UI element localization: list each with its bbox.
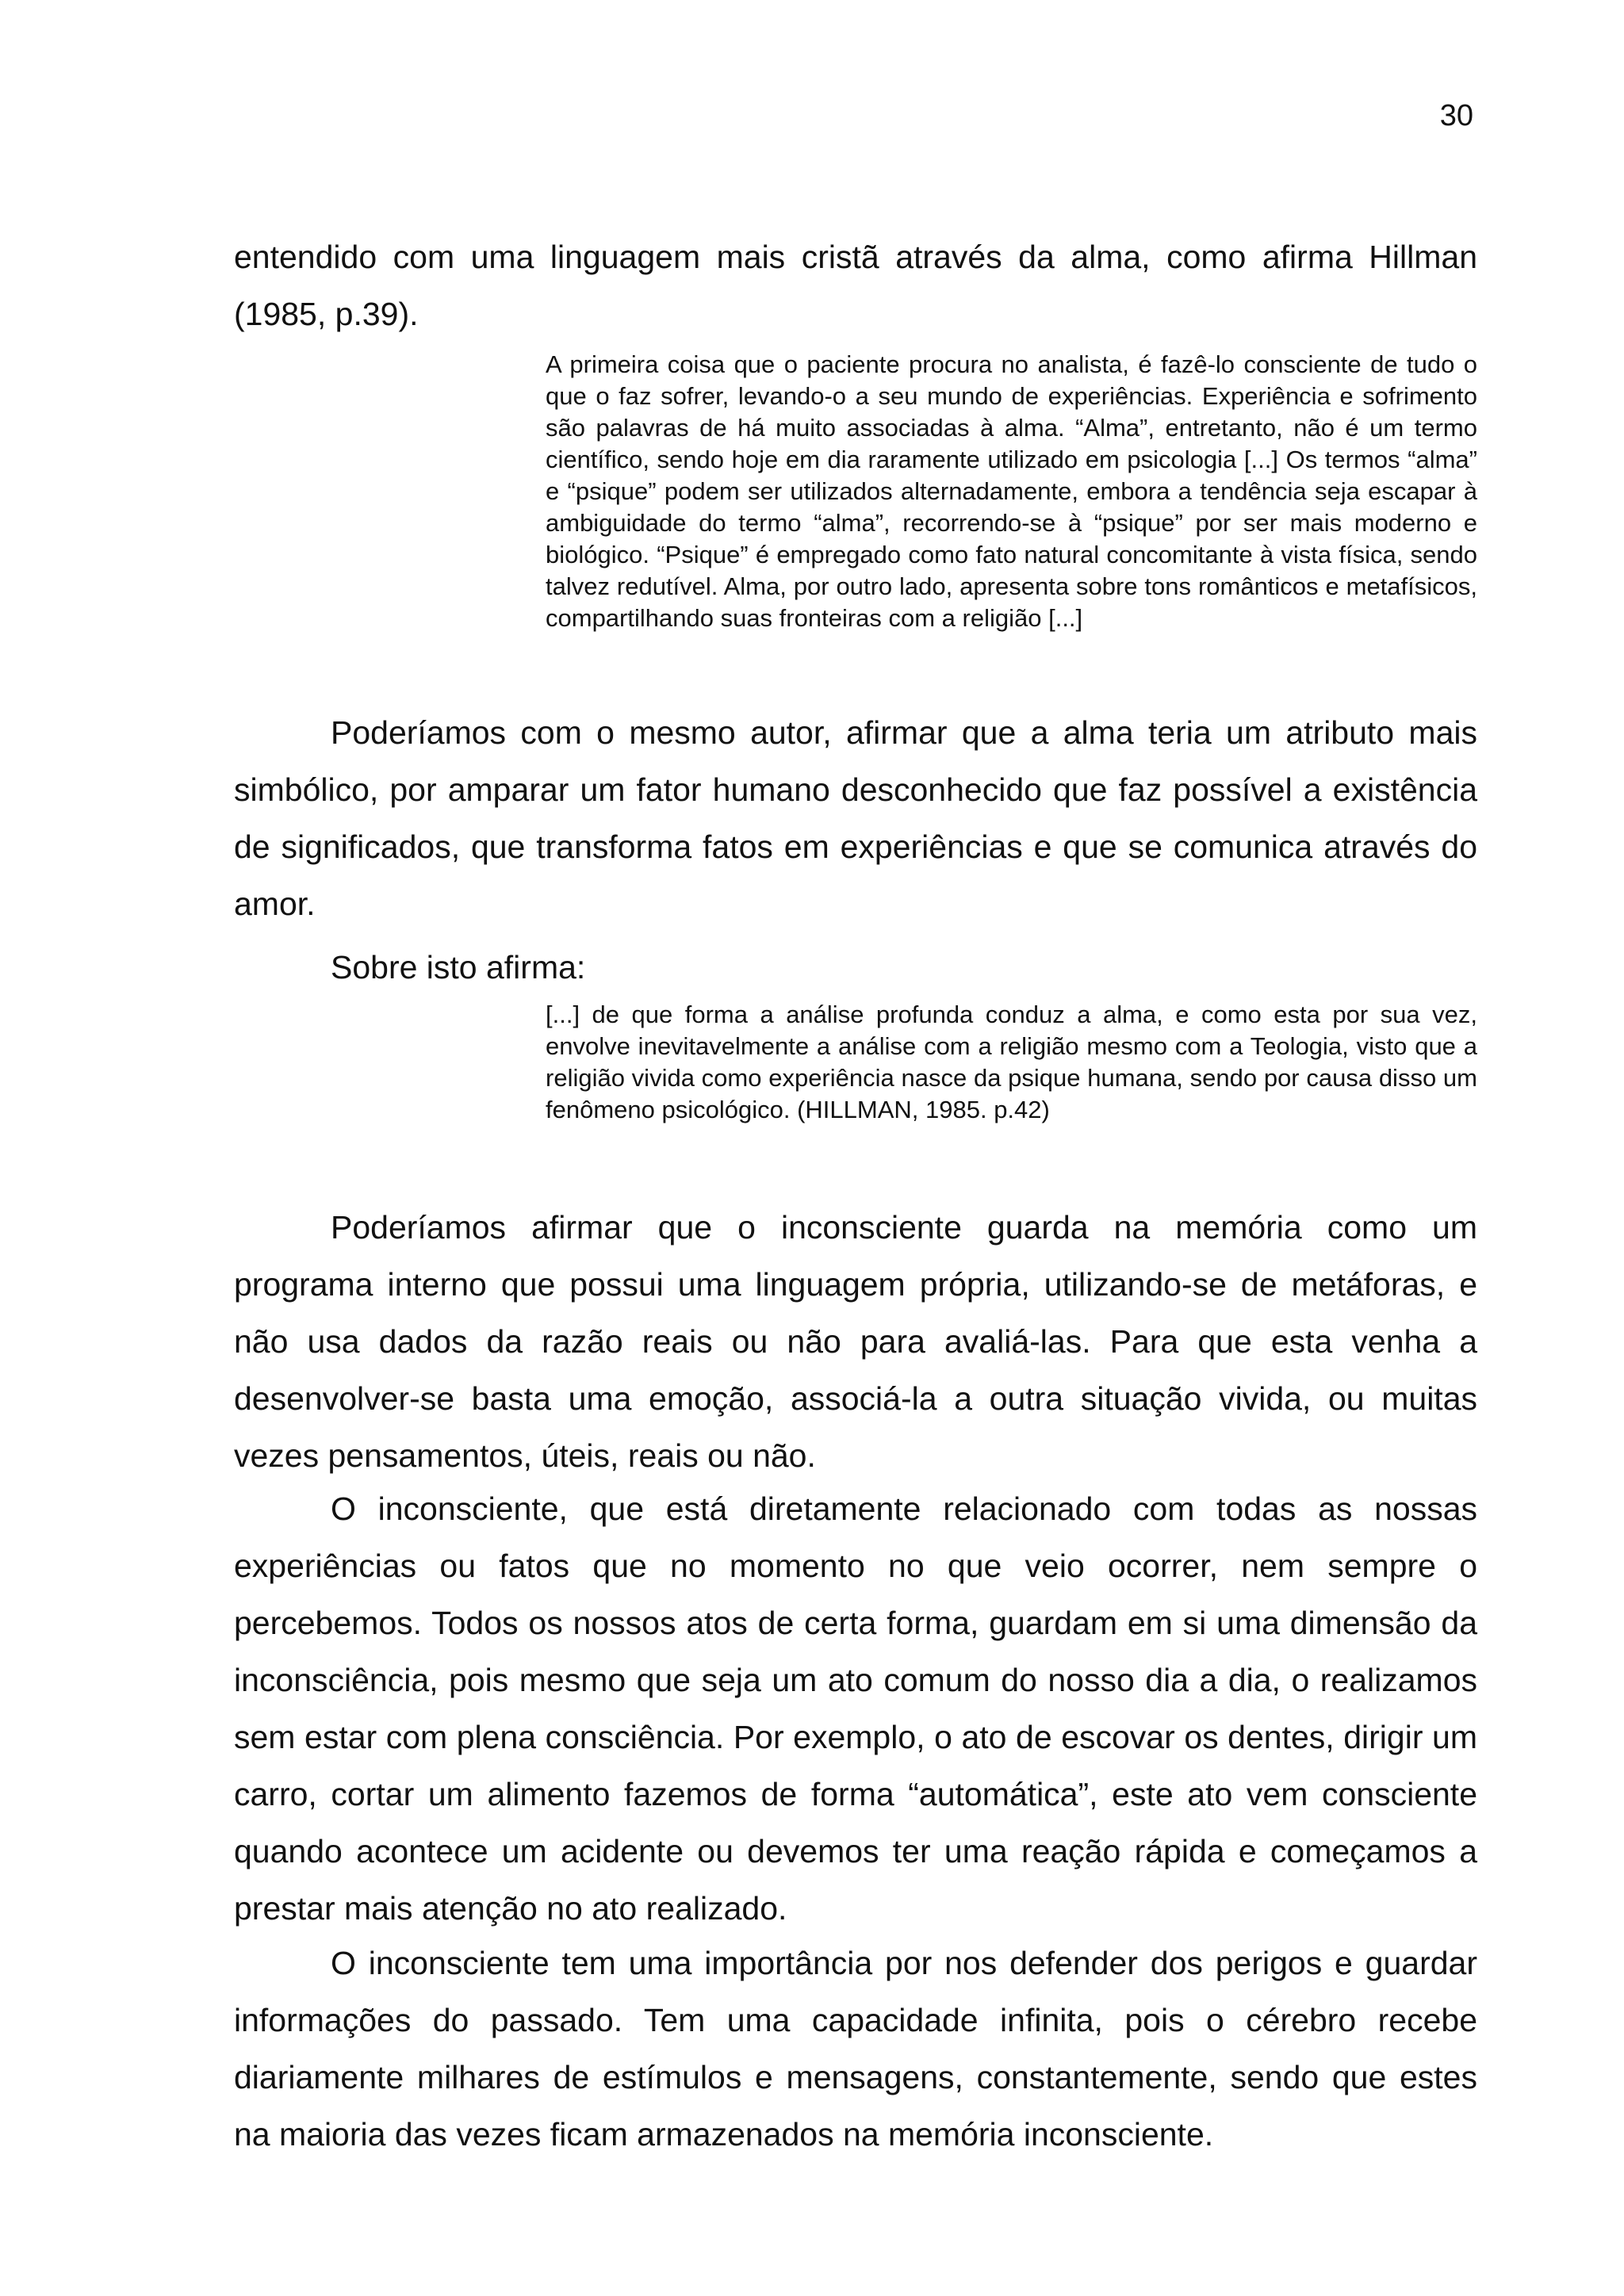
page-number: 30: [1439, 99, 1473, 132]
paragraph-5: O inconsciente tem uma importância por nos defender dos perigos e guardar informações do passado. Tem uma capacidade infinita, pois o cérebro recebe diariamente milhares de estímulos e mensagens, constantemente, sendo que estes na maioria das vezes ficam armazenados na memória inconsciente.: [234, 1945, 1477, 2152]
paragraph-1: Poderíamos com o mesmo autor, afirmar que a alma teria um atributo mais simbólico, por amparar um fator humano desconhecido que faz possível a existência de significados, que transforma fatos em experiências e que se comunica através do amor.: [234, 714, 1477, 922]
paragraph-4: O inconsciente, que está diretamente relacionado com todas as nossas experiências ou fatos que no momento no que veio ocorrer, nem sempre o percebemos. Todos os nossos atos de certa forma, guardam em si uma dimensão da inconsciência, pois mesmo que seja um ato comum do nosso dia a dia, o realizamos sem estar com plena consciência. Por exemplo, o ato de escovar os dentes, dirigir um carro, cortar um alimento fazemos de forma “automática”, este ato vem consciente quando acontece um acidente ou devemos ter uma reação rápida e começamos a prestar mais atenção no ato realizado.: [234, 1490, 1477, 1927]
paragraph-2: Sobre isto afirma:: [331, 949, 586, 985]
paragraph-intro: entendido com uma linguagem mais cristã através da alma, como afirma Hillman (1985, p.39).: [234, 239, 1477, 332]
block-quote-1: A primeira coisa que o paciente procura no analista, é fazê-lo consciente de tudo o que o faz sofrer, levando-o a seu mundo de experiências. Experiência e sofrimento são palavras de há muito associadas à alma. “Alma”, entretanto, não é um termo científico, sendo hoje em dia raramente utilizado em psicologia [...] Os termos “alma” e “psique” podem ser utilizados alternadamente, embora a tendência seja escapar à ambiguidade do termo “alma”, recorrendo-se à “psique” por ser mais moderno e biológico. “Psique” é empregado como fato natural concomitante à vista física, sendo talvez redutível. Alma, por outro lado, apresenta sobre tons românticos e metafísicos, compartilhando suas fronteiras com a religião [...]: [546, 350, 1477, 632]
block-quote-2: [...] de que forma a análise profunda conduz a alma, e como esta por sua vez, envolve inevitavelmente a análise com a religião mesmo com a Teologia, visto que a religião vivida como experiência nasce da psique humana, sendo por causa disso um fenômeno psicológico. (HILLMAN, 1985. p.42): [546, 1001, 1477, 1123]
paragraph-3: Poderíamos afirmar que o inconsciente guarda na memória como um programa interno que possui uma linguagem própria, utilizando-se de metáforas, e não usa dados da razão reais ou não para avaliá-las. Para que esta venha a desenvolver-se basta uma emoção, associá-la a outra situação vivida, ou muitas vezes pensamentos, úteis, reais ou não.: [234, 1209, 1477, 1474]
